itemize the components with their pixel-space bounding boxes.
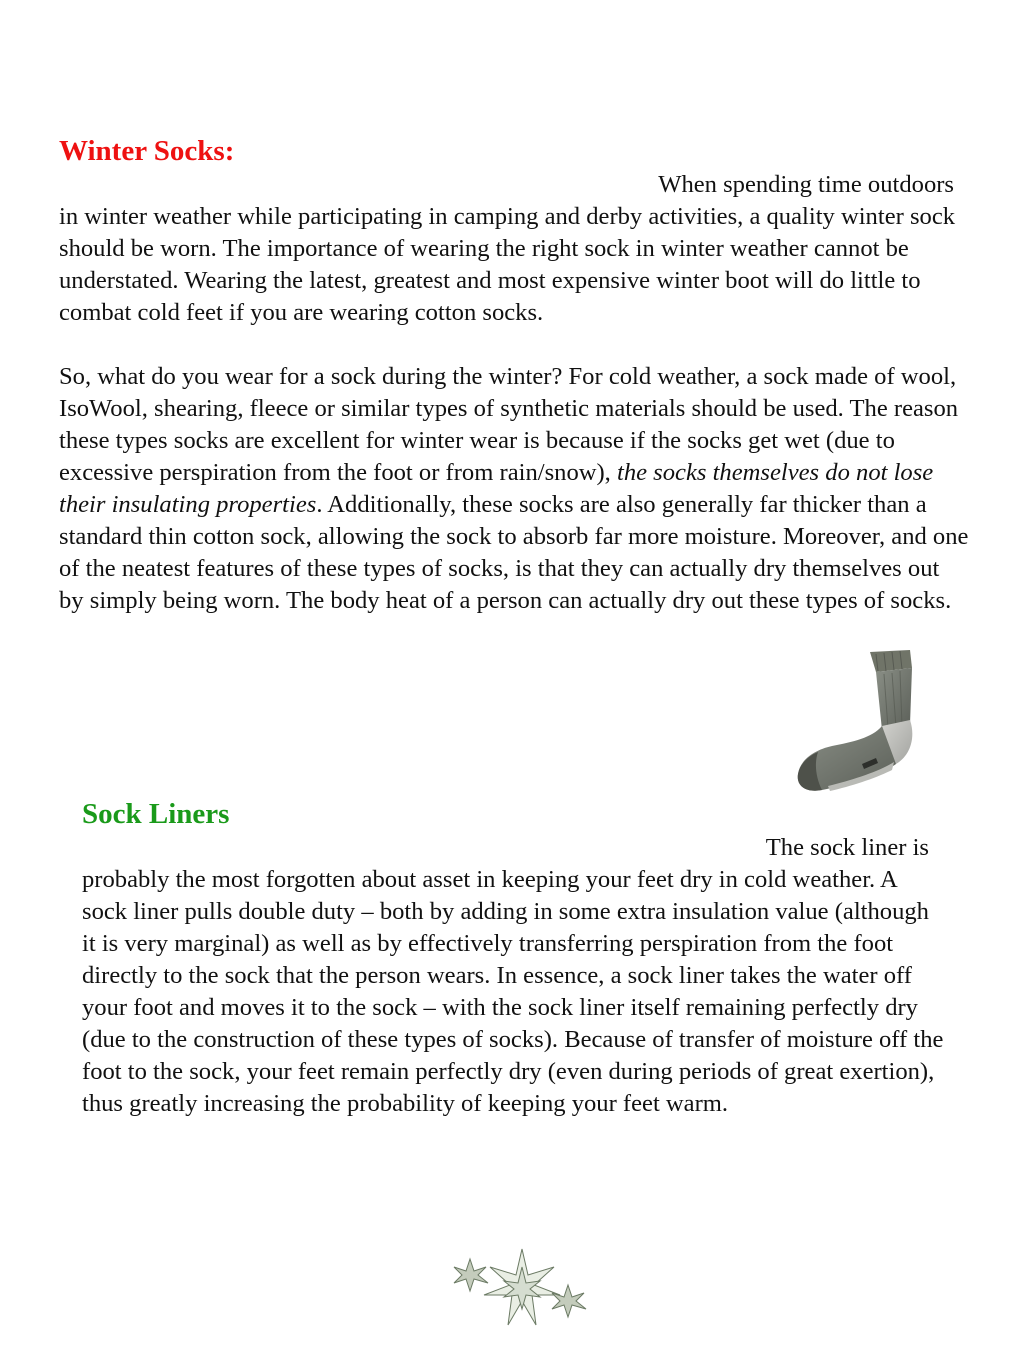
winter-socks-paragraph-1 (59, 169, 969, 329)
winter-socks-section (59, 133, 969, 617)
winter-socks-heading: Winter Socks: (59, 135, 235, 167)
winter-socks-paragraph-2-end: . Additionally, these socks are also generally far thicker than a standard thin cotton sock, allowing the sock to absorb far more moisture. Moreover, and one of the neatest features of these types of socks, is that they can actually dry themselves out by simply being worn. The body heat of a person can actually dry out these types of socks. (59, 491, 969, 614)
sock-liners-lead: The sock liner is (765, 834, 929, 861)
sock-liners-heading: Sock Liners (82, 798, 230, 830)
sock-liners-paragraph (82, 832, 944, 1120)
snowflake-small-left-icon (454, 1259, 488, 1291)
winter-socks-paragraph-1-text: in winter weather while participating in camping and derby activities, a quality winter sock should be worn. The importance of wearing the right sock in winter weather cannot be understated. Wearing the latest, greatest and most expensive winter boot will do little to combat cold feet if you are wearing cotton socks. (59, 203, 956, 326)
wool-sock-image (792, 646, 922, 796)
sock-liners-section (82, 796, 944, 1120)
snowflakes-decoration (450, 1245, 595, 1330)
winter-socks-paragraph-2 (59, 361, 969, 617)
winter-socks-paragraph-2-text: So, what do you wear for a sock during the winter? For cold weather, a sock made of wool, IsoWool, shearing, fleece or similar types of synthetic materials should be used. The reason these types socks are excellent for winter wear is because if the socks get wet (due to excessive perspiration from the foot or from rain/snow), (59, 363, 959, 486)
snowflake-small-right-icon (552, 1285, 586, 1317)
sock-liners-paragraph-text: probably the most forgotten about asset in keeping your feet dry in cold weather. A sock liner pulls double duty – both by adding in some extra insulation value (although it is very marginal) as well as by effectively transferring perspiration from the foot directly to the sock that the person wears. In essence, a sock liner takes the water off your foot and moves it to the sock – with the sock liner itself remaining perfectly dry (due to the construction of these types of socks). Because of transfer of moisture off the foot to the sock, your feet remain perfectly dry (even during periods of great exertion), thus greatly increasing the probability of keeping your feet warm. (82, 866, 944, 1117)
winter-socks-lead: When spending time outdoors (658, 171, 954, 198)
winter-socks-italic-emphasis: the socks themselves do not lose their insulating properties (59, 459, 934, 518)
